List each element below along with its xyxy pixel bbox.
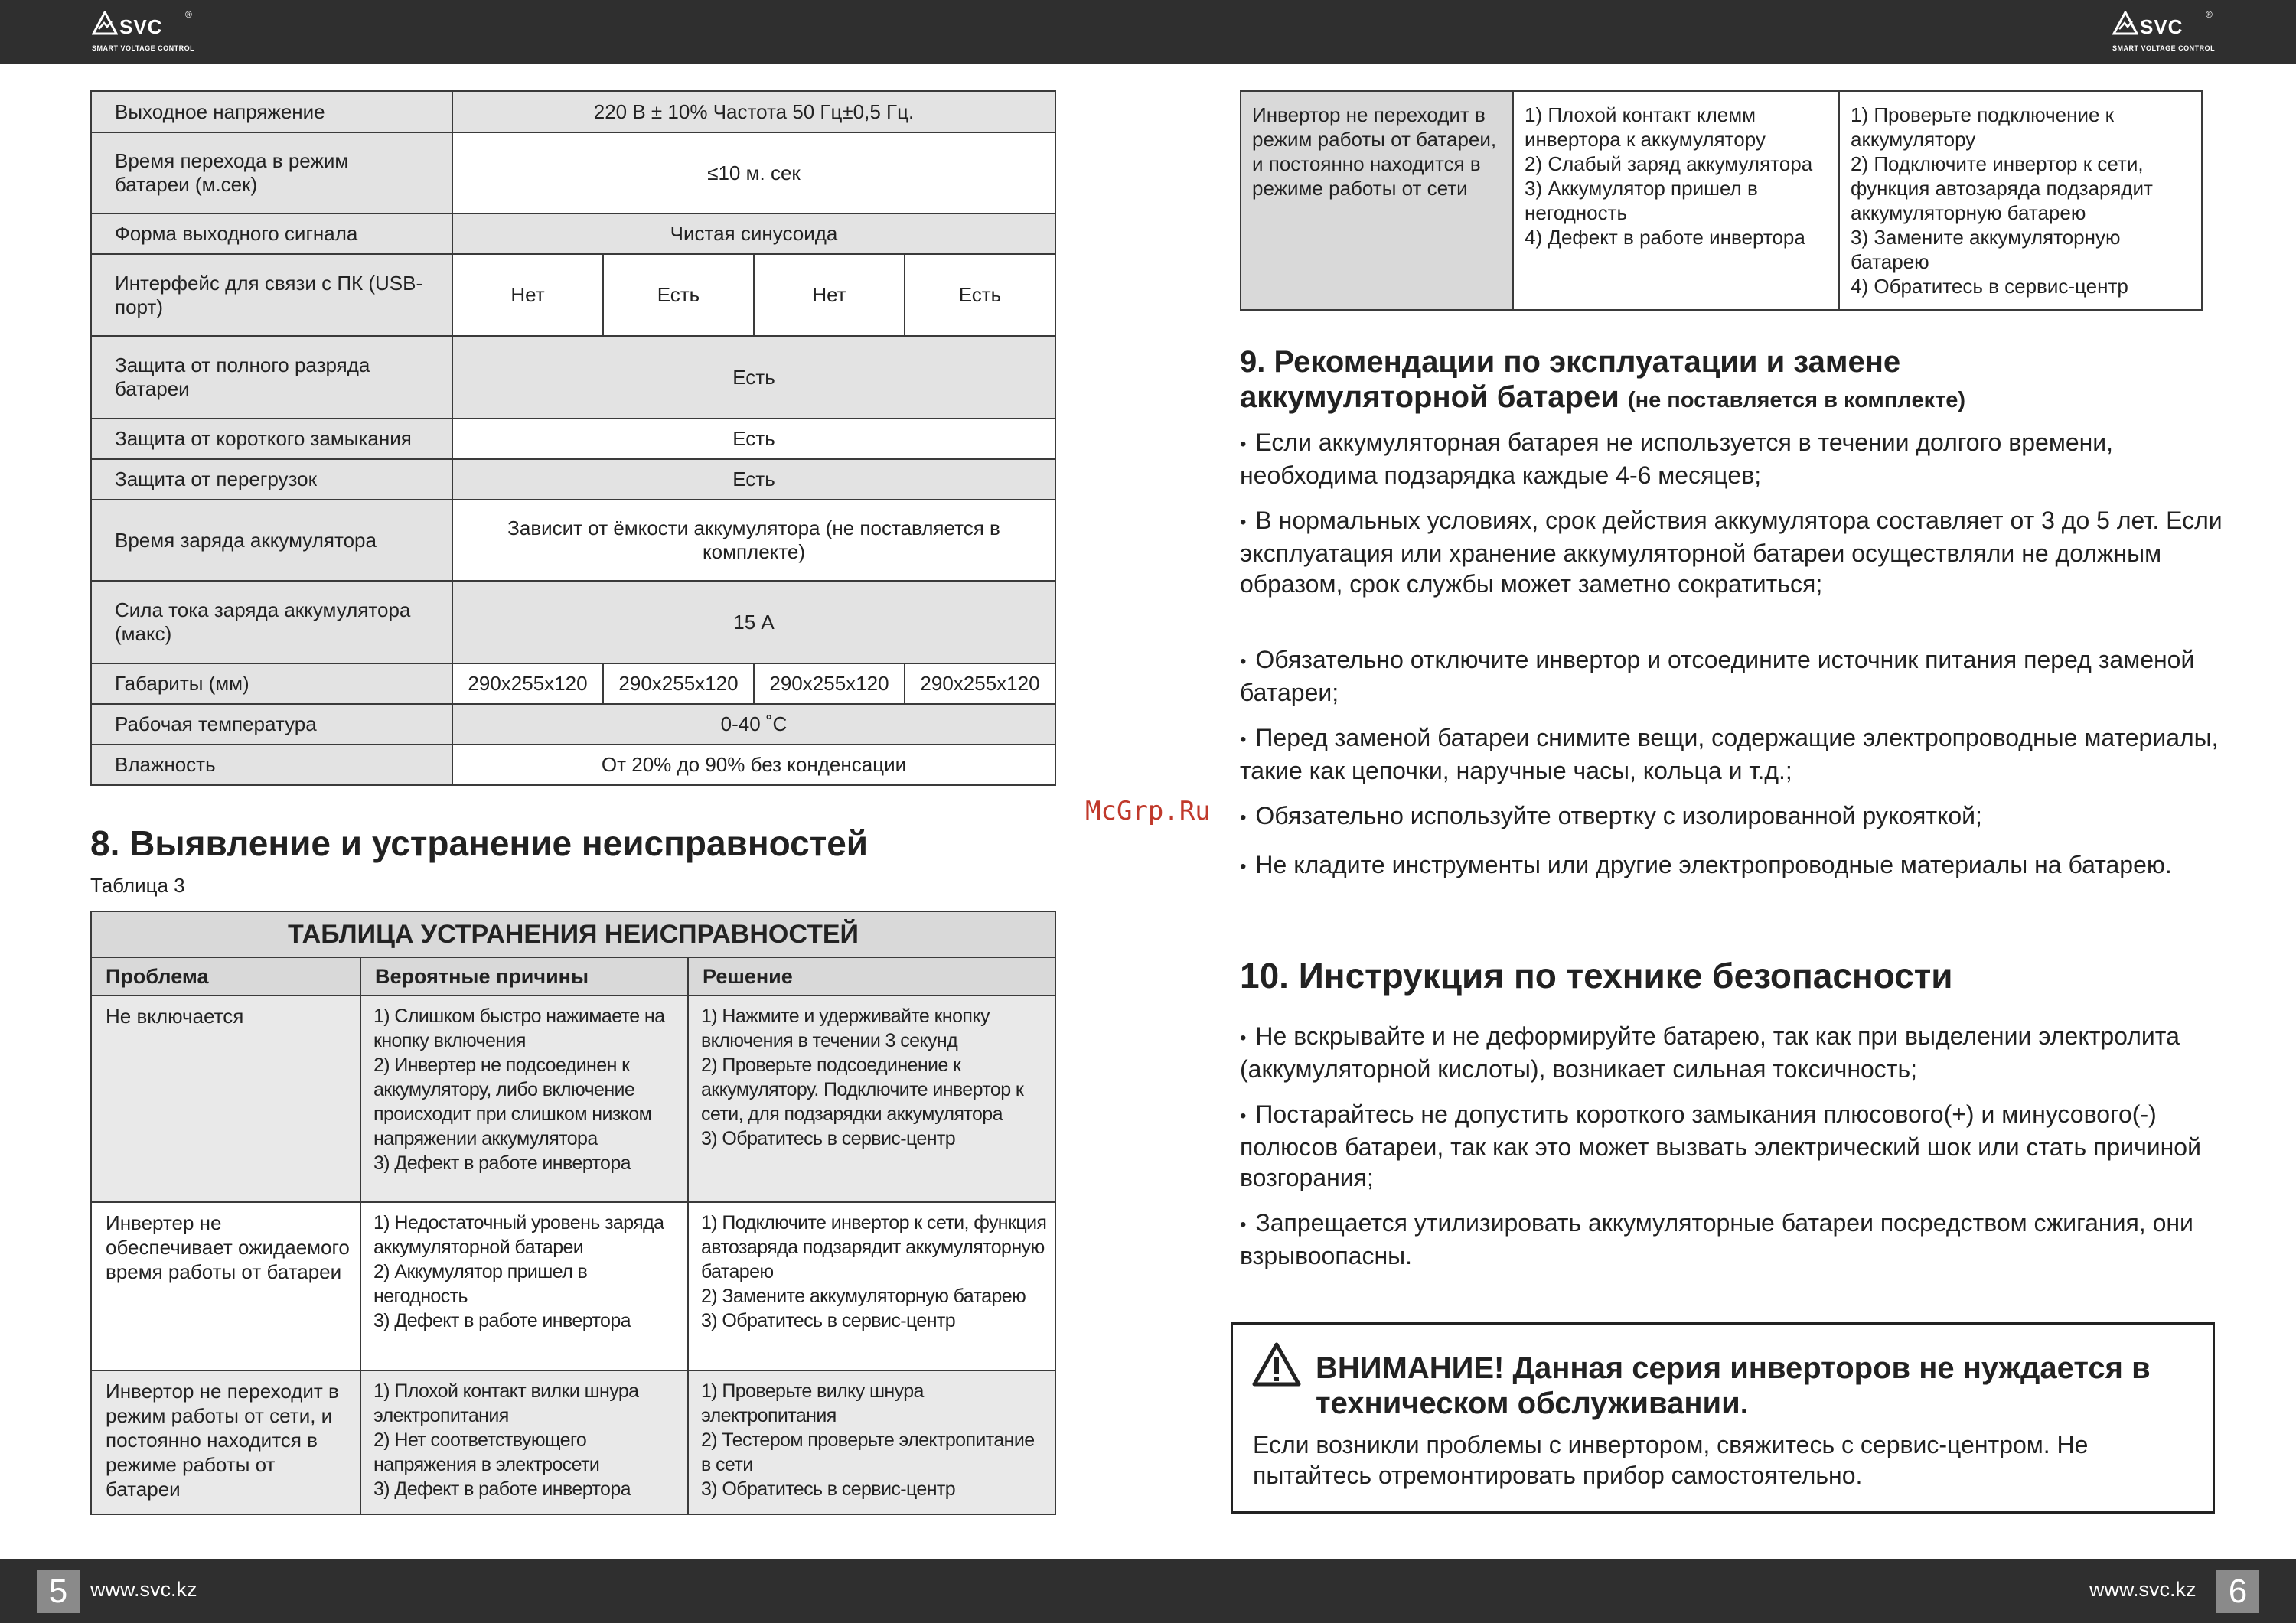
problem-cell: Инвертор не переходит в режим работы от батареи, и постоянно находится в режиме работы от сети xyxy=(1241,91,1513,310)
spec-row xyxy=(91,704,1055,745)
troubleshooting-table-continued xyxy=(1240,90,2203,311)
notice-body: Если возникли проблемы с инвертором, свяжитесь с сервис-центром. Не пытайтесь отремонтировать прибор самостоятельно. xyxy=(1253,1431,2089,1489)
spec-value: От 20% до 90% без конденсации xyxy=(452,745,1055,785)
bullet-text: Не кладите инструменты или другие электропроводные материалы на батарею. xyxy=(1255,851,2172,878)
section-9-title-line1: 9. Рекомендации по эксплуатации и замене xyxy=(1240,345,1901,379)
problem-cell: Инвертор не переходит в режим работы от сети, и постоянно находится в режиме работы от батареи xyxy=(91,1370,360,1514)
spec-row xyxy=(91,132,1055,213)
solution-item: 3) Замените аккумуляторную батарею xyxy=(1851,226,2121,273)
list-item: • Не кладите инструменты или другие электропроводные материалы на батарею. xyxy=(1240,851,2172,878)
causes-cell xyxy=(360,1202,688,1370)
solution-item: 2) Подключите инвертор к сети, функция автозаряда подзарядит аккумуляторную батарею xyxy=(1851,152,2153,224)
solution-item: 1) Нажмите и удерживайте кнопку включения в течении 3 секунд xyxy=(701,1005,990,1051)
table-title: ТАБЛИЦА УСТРАНЕНИЯ НЕИСПРАВНОСТЕЙ xyxy=(91,911,1055,957)
spec-value: Есть xyxy=(452,336,1055,419)
column-header-problem: Проблема xyxy=(91,957,360,996)
spec-row xyxy=(91,336,1055,419)
bullet-text: Постарайтесь не допустить короткого замыкания плюсового(+) и минусового(-) полюсов батареи, так как это может вызвать электрический шок или стать причиной возгорания; xyxy=(1240,1100,2201,1191)
cause-item: 1) Слишком быстро нажимаете на кнопку включения xyxy=(373,1005,665,1051)
solution-item: 2) Замените аккумуляторную батарею xyxy=(701,1286,1026,1307)
spec-label: Интерфейс для связи с ПК (USB-порт) xyxy=(91,254,452,336)
footer-site-right: www.svc.kz xyxy=(2089,1578,2197,1601)
cause-item: 1) Плохой контакт вилки шнура электропитания xyxy=(373,1380,639,1426)
list-item: • В нормальных условиях, срок действия аккумулятора составляет от 3 до 5 лет. Если эксплуатация или хранение аккумуляторной батареи осуществляли не должным образом, срок службы может заметно сократиться; xyxy=(1240,507,2223,598)
spec-row xyxy=(91,663,1055,704)
spec-value: 290x255x120 xyxy=(905,663,1055,704)
spec-value: 220 В ± 10% Частота 50 Гц±0,5 Гц. xyxy=(452,91,1055,132)
solution-item: 2) Проверьте подсоединение к аккумулятору. Подключите инвертор к сети, для подзарядки аккумулятора xyxy=(701,1054,1024,1125)
cause-item: 1) Плохой контакт клемм инвертора к аккумулятору xyxy=(1525,103,1766,151)
cause-item: 3) Аккумулятор пришел в негодность xyxy=(1525,177,1758,224)
notice-heading: ВНИМАНИЕ! Данная серия инверторов не нуждается в техническом обслуживании. xyxy=(1316,1351,2151,1420)
problem-cell: Инвертер не обеспечивает ожидаемого время работы от батареи xyxy=(91,1202,360,1370)
logo-tagline: SMART VOLTAGE CONTROL xyxy=(92,44,195,52)
spec-row xyxy=(91,459,1055,500)
causes-cell xyxy=(1513,91,1839,310)
svc-logo-left xyxy=(86,6,193,55)
solution-cell xyxy=(1839,91,2202,310)
cause-item: 2) Нет соответствующего напряжения в электросети xyxy=(373,1429,600,1475)
spec-value: Зависит от ёмкости аккумулятора (не поставляется в комплекте) xyxy=(452,500,1055,581)
column-header-causes: Вероятные причины xyxy=(360,957,688,996)
header-bar xyxy=(0,0,2296,64)
spec-value: 290x255x120 xyxy=(452,663,603,704)
section-9-title xyxy=(1240,344,1965,418)
list-item: • Обязательно отключите инвертор и отсоедините источник питания перед заменой батареи; xyxy=(1240,646,2195,706)
spec-label: Защита от перегрузок xyxy=(91,459,452,500)
section-9-title-note: (не поставляется в комплекте) xyxy=(1627,388,1966,412)
list-item: • Постарайтесь не допустить короткого замыкания плюсового(+) и минусового(-) полюсов батареи, так как это может вызвать электрический шок или стать причиной возгорания; xyxy=(1240,1100,2201,1191)
watermark: McGrp.Ru xyxy=(1085,796,1211,826)
table-row xyxy=(91,996,1055,1202)
page-number-left: 5 xyxy=(37,1570,80,1613)
spec-value: ≤10 м. сек xyxy=(452,132,1055,213)
spec-row xyxy=(91,91,1055,132)
logo-tagline: SMART VOLTAGE CONTROL xyxy=(2112,44,2216,52)
bullet-text: Перед заменой батареи снимите вещи, содержащие электропроводные материалы, такие как цепочки, наручные часы, кольца и т.д.; xyxy=(1240,724,2219,784)
table-row xyxy=(91,1202,1055,1370)
bullet-text: Не вскрывайте и не деформируйте батарею, так как при выделении электролита (аккумуляторной кислоты), возникает сильная токсичность; xyxy=(1240,1022,2180,1083)
bullet-text: Обязательно отключите инвертор и отсоедините источник питания перед заменой батареи; xyxy=(1240,646,2195,706)
spec-label: Рабочая температура xyxy=(91,704,452,745)
spec-row xyxy=(91,213,1055,254)
warning-triangle-icon xyxy=(1251,1341,1302,1387)
logo-brand: SVC xyxy=(2140,15,2183,38)
cause-item: 2) Аккумулятор пришел в негодность xyxy=(373,1261,588,1307)
spec-value: Нет xyxy=(452,254,603,336)
solution-item: 1) Проверьте подключение к аккумулятору xyxy=(1851,103,2115,151)
logo-reg: ® xyxy=(2206,9,2213,20)
spec-row xyxy=(91,419,1055,459)
spec-value: Есть xyxy=(603,254,754,336)
spec-row xyxy=(91,500,1055,581)
list-item: • Не вскрывайте и не деформируйте батарею, так как при выделении электролита (аккумуляторной кислоты), возникает сильная токсичность; xyxy=(1240,1022,2180,1083)
list-item: • Если аккумуляторная батарея не используется в течении долгого времени, необходима подзарядка каждые 4-6 месяцев; xyxy=(1240,429,2114,489)
cause-item: 3) Дефект в работе инвертора xyxy=(373,1152,631,1174)
cause-item: 3) Дефект в работе инвертора xyxy=(373,1478,631,1500)
spec-value: Есть xyxy=(452,459,1055,500)
troubleshooting-table xyxy=(90,911,1056,1515)
causes-cell xyxy=(360,1370,688,1514)
section-8-title: 8. Выявление и устранение неисправностей xyxy=(90,823,869,863)
cause-item: 2) Инвертер не подсоединен к аккумулятору, либо включение происходит при слишком низком напряжении аккумулятора xyxy=(373,1054,652,1149)
solution-item: 4) Обратитесь в сервис-центр xyxy=(1851,275,2128,298)
solution-cell xyxy=(688,996,1055,1202)
solution-cell xyxy=(688,1370,1055,1514)
list-item: • Запрещается утилизировать аккумуляторные батареи посредством сжигания, они взрывоопасны. xyxy=(1240,1209,2193,1269)
warning-notice xyxy=(1231,1322,2215,1514)
spec-label: Форма выходного сигнала xyxy=(91,213,452,254)
spec-label: Сила тока заряда аккумулятора (макс) xyxy=(91,581,452,663)
spec-label: Время заряда аккумулятора xyxy=(91,500,452,581)
spec-value: Нет xyxy=(754,254,905,336)
column-header-solution: Решение xyxy=(688,957,1055,996)
table-caption: Таблица 3 xyxy=(90,874,185,897)
table-row xyxy=(1241,91,2202,310)
footer-bar xyxy=(0,1559,2296,1623)
svc-logo-right xyxy=(2106,6,2216,55)
spec-value: 290x255x120 xyxy=(603,663,754,704)
cause-item: 1) Недостаточный уровень заряда аккумуляторной батареи xyxy=(373,1212,664,1258)
solution-item: 1) Подключите инвертор к сети, функция автозаряда подзарядит аккумуляторную батарею xyxy=(701,1212,1047,1282)
footer-site-left: www.svc.kz xyxy=(90,1578,197,1601)
spec-label: Защита от короткого замыкания xyxy=(91,419,452,459)
solution-item: 1) Проверьте вилку шнура электропитания xyxy=(701,1380,924,1426)
list-item: • Перед заменой батареи снимите вещи, содержащие электропроводные материалы, такие как цепочки, наручные часы, кольца и т.д.; xyxy=(1240,724,2219,784)
causes-cell xyxy=(360,996,688,1202)
spec-value: Чистая синусоида xyxy=(452,213,1055,254)
solution-cell xyxy=(688,1202,1055,1370)
spec-label: Выходное напряжение xyxy=(91,91,452,132)
bullet-text: В нормальных условиях, срок действия аккумулятора составляет от 3 до 5 лет. Если эксплуатация или хранение аккумуляторной батареи осуществляли не должным образом, срок службы может заметно сократиться; xyxy=(1240,507,2223,598)
spec-label: Защита от полного разряда батареи xyxy=(91,336,452,419)
solution-item: 2) Тестером проверьте электропитание в сети xyxy=(701,1429,1035,1475)
logo-triangle-icon xyxy=(92,11,118,37)
solution-item: 3) Обратитесь в сервис-центр xyxy=(701,1128,956,1149)
table-row xyxy=(91,1370,1055,1514)
cause-item: 2) Слабый заряд аккумулятора xyxy=(1525,152,1813,175)
section-9-title-line2: аккумуляторной батареи xyxy=(1240,380,1619,414)
section-10-title: 10. Инструкция по технике безопасности xyxy=(1240,956,1953,996)
cause-item: 3) Дефект в работе инвертора xyxy=(373,1310,631,1331)
spec-row xyxy=(91,745,1055,785)
spec-label: Влажность xyxy=(91,745,452,785)
list-item: • Обязательно используйте отвертку с изолированной рукояткой; xyxy=(1240,802,1982,829)
specs-table xyxy=(90,90,1056,786)
spec-label: Габариты (мм) xyxy=(91,663,452,704)
bullet-text: Если аккумуляторная батарея не используется в течении долгого времени, необходима подзарядка каждые 4-6 месяцев; xyxy=(1240,429,2114,489)
spec-row xyxy=(91,581,1055,663)
spec-row xyxy=(91,254,1055,336)
solution-item: 3) Обратитесь в сервис-центр xyxy=(701,1310,956,1331)
bullet-text: Запрещается утилизировать аккумуляторные батареи посредством сжигания, они взрывоопасны. xyxy=(1240,1209,2193,1269)
problem-cell: Не включается xyxy=(91,996,360,1202)
solution-item: 3) Обратитесь в сервис-центр xyxy=(701,1478,956,1500)
spec-value: 15 А xyxy=(452,581,1055,663)
page-number-right: 6 xyxy=(2216,1570,2259,1613)
cause-item: 4) Дефект в работе инвертора xyxy=(1525,226,1805,249)
spec-label: Время перехода в режим батареи (м.сек) xyxy=(91,132,452,213)
logo-triangle-icon xyxy=(2112,11,2138,37)
spec-value: Есть xyxy=(905,254,1055,336)
logo-brand: SVC xyxy=(119,15,163,38)
logo-reg: ® xyxy=(185,9,192,20)
spec-value: Есть xyxy=(452,419,1055,459)
bullet-text: Обязательно используйте отвертку с изолированной рукояткой; xyxy=(1255,802,1982,829)
spec-value: 0-40 ˚С xyxy=(452,704,1055,745)
spec-value: 290x255x120 xyxy=(754,663,905,704)
